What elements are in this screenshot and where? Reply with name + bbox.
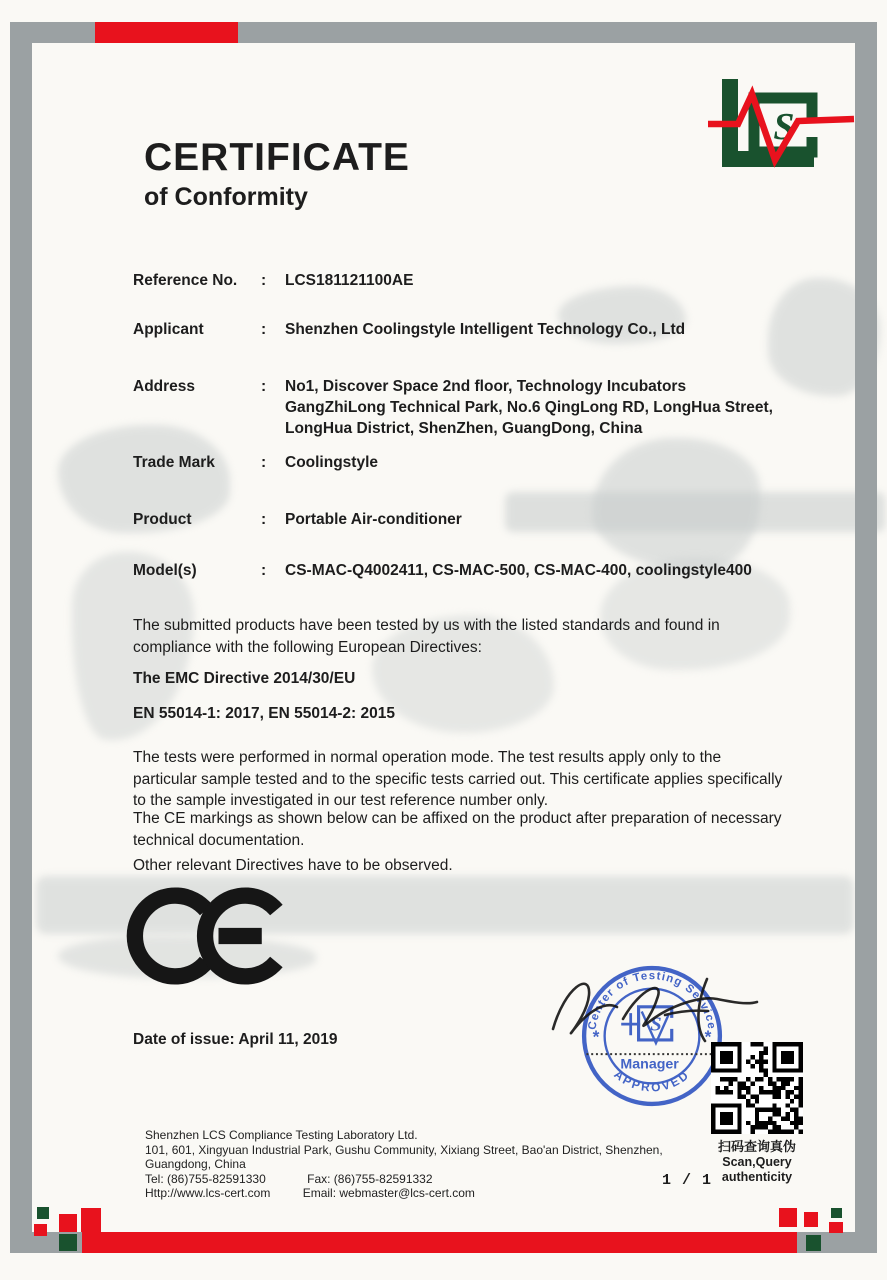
stamp-role-text: Manager bbox=[620, 1056, 679, 1073]
field-row-product bbox=[133, 509, 783, 530]
deco-square bbox=[804, 1212, 818, 1227]
ce-note-paragraph: The CE markings as shown below can be affixed on the product after preparation of necessary technical documentation. bbox=[133, 810, 782, 849]
field-row-address bbox=[133, 376, 783, 439]
deco-square bbox=[831, 1208, 842, 1218]
deco-square bbox=[806, 1235, 821, 1251]
intro-paragraph: The submitted products have been tested by us with the listed standards and found in compliance with the following European Directives: bbox=[133, 617, 720, 656]
field-value: CS-MAC-Q4002411, CS-MAC-500, CS-MAC-400, coolingstyle400 bbox=[285, 562, 752, 579]
field-separator: : bbox=[261, 272, 267, 289]
standards-line: EN 55014-1: 2017, EN 55014-2: 2015 bbox=[133, 705, 395, 722]
stamp-star-right: * bbox=[704, 1026, 712, 1047]
qr-block bbox=[694, 1042, 820, 1185]
deco-square bbox=[37, 1207, 49, 1219]
footer-fax: Fax: (86)755-82591332 bbox=[307, 1171, 433, 1186]
field-label: Model(s) bbox=[133, 562, 197, 579]
lcs-logo-icon bbox=[708, 73, 858, 175]
svg-text:S: S bbox=[650, 1013, 662, 1036]
deco-square bbox=[59, 1234, 77, 1251]
ce-mark-icon bbox=[126, 886, 286, 986]
title-block bbox=[144, 138, 410, 212]
field-separator: : bbox=[261, 378, 267, 395]
field-row-models bbox=[133, 560, 783, 581]
footer-address1: 101, 601, Xingyuan Industrial Park, Gushu Community, Xixiang Street, Bao'an District, Shenzhen, bbox=[145, 1142, 663, 1157]
emc-directive-line: The EMC Directive 2014/30/EU bbox=[133, 670, 356, 687]
field-row-trademark bbox=[133, 452, 783, 473]
page-number: 1 / 1 bbox=[662, 1172, 713, 1189]
field-value: No1, Discover Space 2nd floor, Technology Incubators GangZhiLong Technical Park, No.6 QingLong RD, LongHua Street, LongHua District, ShenZhen, GuangDong, China bbox=[285, 378, 773, 437]
footer-web-email bbox=[145, 1186, 663, 1201]
field-separator: : bbox=[261, 321, 267, 338]
logo-letter: S bbox=[773, 106, 795, 148]
field-separator: : bbox=[261, 454, 267, 471]
deco-square bbox=[59, 1214, 77, 1232]
field-separator: : bbox=[261, 562, 267, 579]
footer-company: Shenzhen LCS Compliance Testing Laboratory Ltd. bbox=[145, 1128, 418, 1142]
field-separator: : bbox=[261, 511, 267, 528]
stamp-arc-top-text: Center of Testing Service bbox=[586, 970, 718, 1031]
footer-address2: Guangdong, China bbox=[145, 1157, 246, 1171]
footer-tel: Tel: (86)755-82591330 bbox=[145, 1171, 266, 1186]
qr-caption-en: Scan,Query authenticity bbox=[721, 1155, 793, 1184]
field-row-reference bbox=[133, 270, 783, 291]
qr-caption-zh: 扫码查询真伪 bbox=[717, 1139, 796, 1154]
field-label: Reference No. bbox=[133, 272, 238, 289]
deco-square bbox=[779, 1208, 797, 1227]
footer-block bbox=[145, 1128, 663, 1201]
deco-square bbox=[829, 1222, 843, 1233]
field-label: Product bbox=[133, 511, 192, 528]
certificate-subtitle: of Conformity bbox=[144, 183, 308, 211]
footer-email: Email: webmaster@lcs-cert.com bbox=[302, 1186, 475, 1200]
frame-bottom-red-accent bbox=[82, 1232, 797, 1253]
deco-square bbox=[34, 1224, 47, 1236]
stamp-arc-bottom-text: APPROVED bbox=[611, 1067, 693, 1095]
field-label: Trade Mark bbox=[133, 454, 215, 471]
field-value: Portable Air-conditioner bbox=[285, 511, 462, 528]
frame-right bbox=[855, 22, 877, 1253]
qr-code bbox=[711, 1042, 803, 1134]
field-label: Applicant bbox=[133, 321, 204, 338]
field-label: Address bbox=[133, 378, 196, 395]
footer-web: Http://www.lcs-cert.com bbox=[145, 1186, 271, 1200]
stamp-star-left: * bbox=[592, 1026, 600, 1047]
footer-tel-fax bbox=[145, 1172, 663, 1187]
frame-left bbox=[10, 22, 32, 1253]
tests-note-paragraph: The tests were performed in normal operation mode. The test results apply only to the particular sample tested and to the specific tests carried out. This certificate applies specifically to the sample investigated in our test reference number only. bbox=[133, 749, 783, 809]
field-value: Shenzhen Coolingstyle Intelligent Technology Co., Ltd bbox=[285, 321, 686, 338]
other-note-paragraph: Other relevant Directives have to be observed. bbox=[133, 857, 453, 874]
field-value: LCS181121100AE bbox=[285, 272, 414, 289]
date-of-issue: Date of issue: April 11, 2019 bbox=[133, 1031, 338, 1048]
field-row-applicant bbox=[133, 319, 783, 340]
deco-square bbox=[81, 1208, 101, 1232]
frame-top-red-accent bbox=[95, 22, 238, 43]
field-value: Coolingstyle bbox=[285, 454, 379, 471]
certificate-title: CERTIFICATE bbox=[144, 136, 410, 179]
